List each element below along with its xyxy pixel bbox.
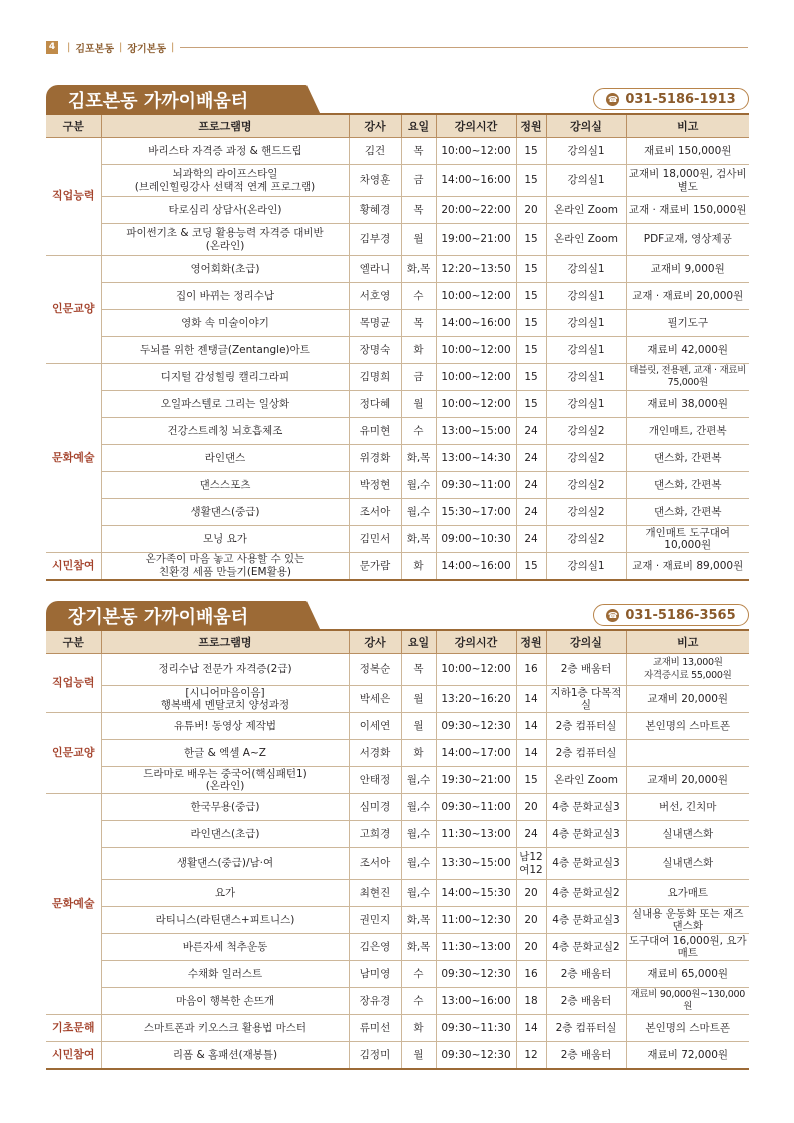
category-cell: 직업능력 (46, 138, 101, 256)
class-day: 월,수 (401, 767, 436, 794)
capacity: 16 (516, 654, 546, 686)
teacher-name: 류미선 (349, 1015, 401, 1042)
capacity: 20 (516, 880, 546, 907)
program-name: 라인댄스 (101, 445, 349, 472)
class-day: 화,목 (401, 445, 436, 472)
table-row (46, 686, 749, 713)
class-time: 10:00~12:00 (436, 391, 516, 418)
classroom: 2층 컴퓨터실 (546, 713, 626, 740)
program-name: 드라마로 배우는 중국어(핵심패턴1) (온라인) (101, 767, 349, 794)
capacity: 20 (516, 907, 546, 934)
column-header: 강의실 (546, 631, 626, 654)
remarks: 필기도구 (626, 310, 749, 337)
teacher-name: 서호영 (349, 283, 401, 310)
class-day: 목 (401, 654, 436, 686)
column-header: 비고 (626, 631, 749, 654)
column-header: 요일 (401, 115, 436, 138)
program-name: 디지털 감성힐링 캘리그라피 (101, 364, 349, 391)
remarks: 실내댄스화 (626, 848, 749, 880)
column-header: 강사 (349, 115, 401, 138)
class-time: 11:30~13:00 (436, 934, 516, 961)
section-gimpo (46, 85, 749, 581)
class-day: 수 (401, 283, 436, 310)
capacity: 15 (516, 391, 546, 418)
class-time: 10:00~12:00 (436, 337, 516, 364)
classroom: 온라인 Zoom (546, 197, 626, 224)
remarks: 교재비 9,000원 (626, 256, 749, 283)
capacity: 24 (516, 499, 546, 526)
table-row (46, 337, 749, 364)
program-name: 건강스트레칭 뇌호흡체조 (101, 418, 349, 445)
classroom: 2층 배움터 (546, 988, 626, 1015)
classroom: 4층 문화교실3 (546, 907, 626, 934)
remarks: 버선, 긴치마 (626, 794, 749, 821)
capacity: 15 (516, 138, 546, 165)
remarks (626, 740, 749, 767)
remarks: 개인매트 도구대여 10,000원 (626, 526, 749, 553)
header-rule (180, 47, 748, 48)
class-time: 09:30~11:00 (436, 794, 516, 821)
classroom: 강의실2 (546, 445, 626, 472)
classroom: 2층 컴퓨터실 (546, 740, 626, 767)
program-name: 한글 & 엑셀 A~Z (101, 740, 349, 767)
table-row (46, 880, 749, 907)
class-day: 목 (401, 310, 436, 337)
class-day: 월 (401, 686, 436, 713)
class-day: 화,목 (401, 256, 436, 283)
class-time: 14:00~17:00 (436, 740, 516, 767)
breadcrumb-item: 장기본동 (127, 43, 167, 55)
capacity: 24 (516, 418, 546, 445)
class-day: 화 (401, 553, 436, 580)
remarks: 교재비 20,000원 (626, 686, 749, 713)
classroom: 강의실1 (546, 391, 626, 418)
section-tab (46, 85, 749, 115)
class-day: 월,수 (401, 821, 436, 848)
classroom: 강의실1 (546, 256, 626, 283)
remarks: 교재비 13,000원 자격증시료 55,000원 (626, 654, 749, 686)
column-header: 정원 (516, 631, 546, 654)
program-name: 댄스스포츠 (101, 472, 349, 499)
table-row (46, 197, 749, 224)
remarks: 재료비 38,000원 (626, 391, 749, 418)
teacher-name: 목명균 (349, 310, 401, 337)
class-time: 13:00~15:00 (436, 418, 516, 445)
class-day: 화,목 (401, 526, 436, 553)
column-header: 구분 (46, 115, 101, 138)
capacity: 24 (516, 472, 546, 499)
classroom: 강의실2 (546, 499, 626, 526)
phone-icon: ☎ (607, 94, 618, 104)
phone-icon: ☎ (607, 610, 618, 620)
class-time: 09:30~11:00 (436, 472, 516, 499)
section-title: 김포본동 가까이배움터 (46, 85, 307, 115)
remarks: 교재비 20,000원 (626, 767, 749, 794)
class-day: 월 (401, 713, 436, 740)
table-row (46, 713, 749, 740)
program-name: [시니어마음이음] 행복백세 멘탈코치 양성과정 (101, 686, 349, 713)
remarks: 댄스화, 간편복 (626, 499, 749, 526)
remarks: 재료비 90,000원~130,000원 (626, 988, 749, 1015)
class-day: 월,수 (401, 848, 436, 880)
column-header: 강사 (349, 631, 401, 654)
program-name: 마음이 행복한 손뜨개 (101, 988, 349, 1015)
class-time: 20:00~22:00 (436, 197, 516, 224)
table-header-row (46, 115, 749, 138)
program-name: 집이 바뀌는 정리수납 (101, 283, 349, 310)
class-day: 월 (401, 224, 436, 256)
teacher-name: 안태정 (349, 767, 401, 794)
table-row (46, 499, 749, 526)
remarks: 실내용 운동화 또는 재즈댄스화 (626, 907, 749, 934)
classroom: 4층 문화교실2 (546, 880, 626, 907)
remarks: 본인명의 스마트폰 (626, 713, 749, 740)
teacher-name: 황혜경 (349, 197, 401, 224)
remarks: 태블릿, 전용펜, 교재 · 재료비 75,000원 (626, 364, 749, 391)
category-cell: 직업능력 (46, 654, 101, 713)
program-name: 영화 속 미술이야기 (101, 310, 349, 337)
table-row (46, 907, 749, 934)
class-time: 14:00~16:00 (436, 310, 516, 337)
teacher-name: 서경화 (349, 740, 401, 767)
column-header: 강의시간 (436, 631, 516, 654)
teacher-name: 김민서 (349, 526, 401, 553)
table-row (46, 767, 749, 794)
classroom: 2층 배움터 (546, 1042, 626, 1069)
classroom: 2층 컴퓨터실 (546, 1015, 626, 1042)
teacher-name: 남미영 (349, 961, 401, 988)
teacher-name: 김정미 (349, 1042, 401, 1069)
capacity: 24 (516, 821, 546, 848)
page-number: 4 (46, 41, 58, 54)
classroom: 강의실1 (546, 310, 626, 337)
teacher-name: 정복순 (349, 654, 401, 686)
column-header: 비고 (626, 115, 749, 138)
remarks: 실내댄스화 (626, 821, 749, 848)
teacher-name: 박세은 (349, 686, 401, 713)
table-row (46, 848, 749, 880)
classroom: 강의실2 (546, 472, 626, 499)
column-header: 정원 (516, 115, 546, 138)
column-header: 프로그램명 (101, 631, 349, 654)
table-row (46, 553, 749, 580)
remarks: 교재비 18,000원, 검사비별도 (626, 165, 749, 197)
capacity: 20 (516, 794, 546, 821)
table-row (46, 961, 749, 988)
class-time: 14:00~16:00 (436, 165, 516, 197)
teacher-name: 장명숙 (349, 337, 401, 364)
class-day: 월,수 (401, 794, 436, 821)
class-time: 10:00~12:00 (436, 654, 516, 686)
table-row (46, 224, 749, 256)
table-row (46, 165, 749, 197)
section-title: 장기본동 가까이배움터 (46, 601, 307, 631)
table-header-row (46, 631, 749, 654)
classroom: 4층 문화교실3 (546, 848, 626, 880)
program-name: 오일파스텔로 그리는 일상화 (101, 391, 349, 418)
teacher-name: 조서아 (349, 499, 401, 526)
class-time: 10:00~12:00 (436, 364, 516, 391)
column-header: 프로그램명 (101, 115, 349, 138)
table-row (46, 472, 749, 499)
class-time: 19:00~21:00 (436, 224, 516, 256)
teacher-name: 조서아 (349, 848, 401, 880)
class-day: 월,수 (401, 499, 436, 526)
classroom: 강의실1 (546, 283, 626, 310)
category-cell: 문화예술 (46, 794, 101, 1015)
table-row (46, 1015, 749, 1042)
teacher-name: 고희경 (349, 821, 401, 848)
class-day: 목 (401, 138, 436, 165)
capacity: 15 (516, 364, 546, 391)
program-name: 생활댄스(중급) (101, 499, 349, 526)
capacity: 16 (516, 961, 546, 988)
program-name: 생활댄스(중급)/남·여 (101, 848, 349, 880)
classroom: 강의실1 (546, 364, 626, 391)
teacher-name: 심미경 (349, 794, 401, 821)
remarks: 재료비 150,000원 (626, 138, 749, 165)
table-row (46, 526, 749, 553)
capacity: 15 (516, 165, 546, 197)
teacher-name: 이세연 (349, 713, 401, 740)
column-header: 강의시간 (436, 115, 516, 138)
program-name: 파이썬기초 & 코딩 활용능력 자격증 대비반 (온라인) (101, 224, 349, 256)
phone-number: 031-5186-1913 (625, 91, 736, 107)
program-name: 라티니스(라틴댄스+피트니스) (101, 907, 349, 934)
capacity: 20 (516, 197, 546, 224)
teacher-name: 유미현 (349, 418, 401, 445)
capacity: 15 (516, 256, 546, 283)
table-row (46, 391, 749, 418)
capacity: 남12 여12 (516, 848, 546, 880)
remarks: 교재 · 재료비 150,000원 (626, 197, 749, 224)
class-day: 금 (401, 165, 436, 197)
program-name: 모닝 요가 (101, 526, 349, 553)
capacity: 14 (516, 740, 546, 767)
table-row (46, 364, 749, 391)
class-day: 수 (401, 418, 436, 445)
class-time: 14:00~15:30 (436, 880, 516, 907)
class-day: 화 (401, 337, 436, 364)
teacher-name: 김명희 (349, 364, 401, 391)
program-name: 바리스타 자격증 과정 & 핸드드립 (101, 138, 349, 165)
program-name: 유튜버! 동영상 제작법 (101, 713, 349, 740)
class-day: 수 (401, 988, 436, 1015)
class-time: 10:00~12:00 (436, 283, 516, 310)
table-row (46, 1042, 749, 1069)
classroom: 2층 배움터 (546, 961, 626, 988)
classroom: 강의실2 (546, 418, 626, 445)
class-time: 13:30~15:00 (436, 848, 516, 880)
capacity: 24 (516, 526, 546, 553)
capacity: 14 (516, 686, 546, 713)
teacher-name: 엘라니 (349, 256, 401, 283)
class-day: 월,수 (401, 880, 436, 907)
table-row (46, 821, 749, 848)
capacity: 24 (516, 445, 546, 472)
class-time: 11:30~13:00 (436, 821, 516, 848)
remarks: 본인명의 스마트폰 (626, 1015, 749, 1042)
capacity: 15 (516, 310, 546, 337)
program-name: 바른자세 척추운동 (101, 934, 349, 961)
teacher-name: 정다혜 (349, 391, 401, 418)
class-day: 화,목 (401, 934, 436, 961)
capacity: 15 (516, 224, 546, 256)
class-day: 목 (401, 197, 436, 224)
class-day: 화 (401, 1015, 436, 1042)
classroom: 2층 배움터 (546, 654, 626, 686)
program-name: 라인댄스(초급) (101, 821, 349, 848)
program-name: 정리수납 전문가 자격증(2급) (101, 654, 349, 686)
class-time: 09:30~12:30 (436, 961, 516, 988)
classroom: 4층 문화교실2 (546, 934, 626, 961)
classroom: 온라인 Zoom (546, 767, 626, 794)
class-day: 월 (401, 391, 436, 418)
program-name: 타로심리 상담사(온라인) (101, 197, 349, 224)
remarks: PDF교재, 영상제공 (626, 224, 749, 256)
class-time: 15:30~17:00 (436, 499, 516, 526)
class-day: 화 (401, 740, 436, 767)
program-name: 영어회화(초급) (101, 256, 349, 283)
capacity: 15 (516, 767, 546, 794)
category-cell: 기초문해 (46, 1015, 101, 1042)
table-row (46, 988, 749, 1015)
class-day: 화,목 (401, 907, 436, 934)
teacher-name: 위경화 (349, 445, 401, 472)
teacher-name: 장유경 (349, 988, 401, 1015)
capacity: 12 (516, 1042, 546, 1069)
column-header: 강의실 (546, 115, 626, 138)
remarks: 도구대여 16,000원, 요가매트 (626, 934, 749, 961)
remarks: 재료비 72,000원 (626, 1042, 749, 1069)
capacity: 15 (516, 337, 546, 364)
remarks: 개인매트, 간편복 (626, 418, 749, 445)
column-header: 요일 (401, 631, 436, 654)
remarks: 교재 · 재료비 20,000원 (626, 283, 749, 310)
category-cell: 시민참여 (46, 553, 101, 580)
table-row (46, 283, 749, 310)
class-time: 14:00~16:00 (436, 553, 516, 580)
phone-badge (593, 604, 749, 626)
column-header: 구분 (46, 631, 101, 654)
capacity: 14 (516, 1015, 546, 1042)
class-time: 09:30~12:30 (436, 713, 516, 740)
class-time: 10:00~12:00 (436, 138, 516, 165)
class-time: 09:30~11:30 (436, 1015, 516, 1042)
teacher-name: 김은영 (349, 934, 401, 961)
teacher-name: 김건 (349, 138, 401, 165)
class-day: 월 (401, 1042, 436, 1069)
classroom: 강의실2 (546, 526, 626, 553)
classroom: 4층 문화교실3 (546, 794, 626, 821)
teacher-name: 김부경 (349, 224, 401, 256)
table-row (46, 256, 749, 283)
class-time: 19:30~21:00 (436, 767, 516, 794)
capacity: 14 (516, 713, 546, 740)
class-time: 13:00~14:30 (436, 445, 516, 472)
program-name: 요가 (101, 880, 349, 907)
class-day: 수 (401, 961, 436, 988)
remarks: 교재 · 재료비 89,000원 (626, 553, 749, 580)
classroom: 지하1층 다목적실 (546, 686, 626, 713)
capacity: 15 (516, 283, 546, 310)
program-table (46, 115, 749, 581)
capacity: 20 (516, 934, 546, 961)
program-name: 수채화 일러스트 (101, 961, 349, 988)
capacity: 15 (516, 553, 546, 580)
category-cell: 시민참여 (46, 1042, 101, 1069)
class-time: 13:00~16:00 (436, 988, 516, 1015)
class-time: 09:30~12:30 (436, 1042, 516, 1069)
table-row (46, 740, 749, 767)
category-cell: 인문교양 (46, 713, 101, 794)
class-time: 13:20~16:20 (436, 686, 516, 713)
class-time: 09:00~10:30 (436, 526, 516, 553)
program-name: 온가족이 마음 놓고 사용할 수 있는 친환경 세품 만들기(EM활용) (101, 553, 349, 580)
teacher-name: 문가람 (349, 553, 401, 580)
classroom: 강의실1 (546, 337, 626, 364)
teacher-name: 최현진 (349, 880, 401, 907)
program-table (46, 631, 749, 1070)
program-name: 두뇌를 위한 젠탱글(Zentangle)아트 (101, 337, 349, 364)
category-cell: 인문교양 (46, 256, 101, 364)
classroom: 강의실1 (546, 165, 626, 197)
category-cell: 문화예술 (46, 364, 101, 553)
program-name: 한국무용(중급) (101, 794, 349, 821)
class-time: 11:00~12:30 (436, 907, 516, 934)
phone-badge (593, 88, 749, 110)
page-header: 4 | 김포본동 | 장기본동 | (46, 40, 179, 54)
class-day: 월,수 (401, 472, 436, 499)
classroom: 온라인 Zoom (546, 224, 626, 256)
class-day: 금 (401, 364, 436, 391)
remarks: 요가매트 (626, 880, 749, 907)
program-name: 뇌과학의 라이프스타일 (브레인힐링강사 선택적 연계 프로그램) (101, 165, 349, 197)
classroom: 강의실1 (546, 138, 626, 165)
program-name: 스마트폰과 키오스크 활용법 마스터 (101, 1015, 349, 1042)
class-time: 12:20~13:50 (436, 256, 516, 283)
table-row (46, 445, 749, 472)
teacher-name: 박정현 (349, 472, 401, 499)
remarks: 재료비 65,000원 (626, 961, 749, 988)
remarks: 댄스화, 간편복 (626, 445, 749, 472)
remarks: 댄스화, 간편복 (626, 472, 749, 499)
phone-number: 031-5186-3565 (625, 607, 736, 623)
classroom: 4층 문화교실3 (546, 821, 626, 848)
program-name: 리폼 & 홈패션(재봉틀) (101, 1042, 349, 1069)
table-row (46, 654, 749, 686)
remarks: 재료비 42,000원 (626, 337, 749, 364)
table-row (46, 794, 749, 821)
table-row (46, 138, 749, 165)
table-row (46, 310, 749, 337)
section-tab (46, 601, 749, 631)
teacher-name: 차영훈 (349, 165, 401, 197)
table-row (46, 934, 749, 961)
capacity: 18 (516, 988, 546, 1015)
teacher-name: 권민지 (349, 907, 401, 934)
classroom: 강의실1 (546, 553, 626, 580)
breadcrumb-item: 김포본동 (75, 43, 115, 55)
section-janggi (46, 601, 749, 1070)
table-row (46, 418, 749, 445)
